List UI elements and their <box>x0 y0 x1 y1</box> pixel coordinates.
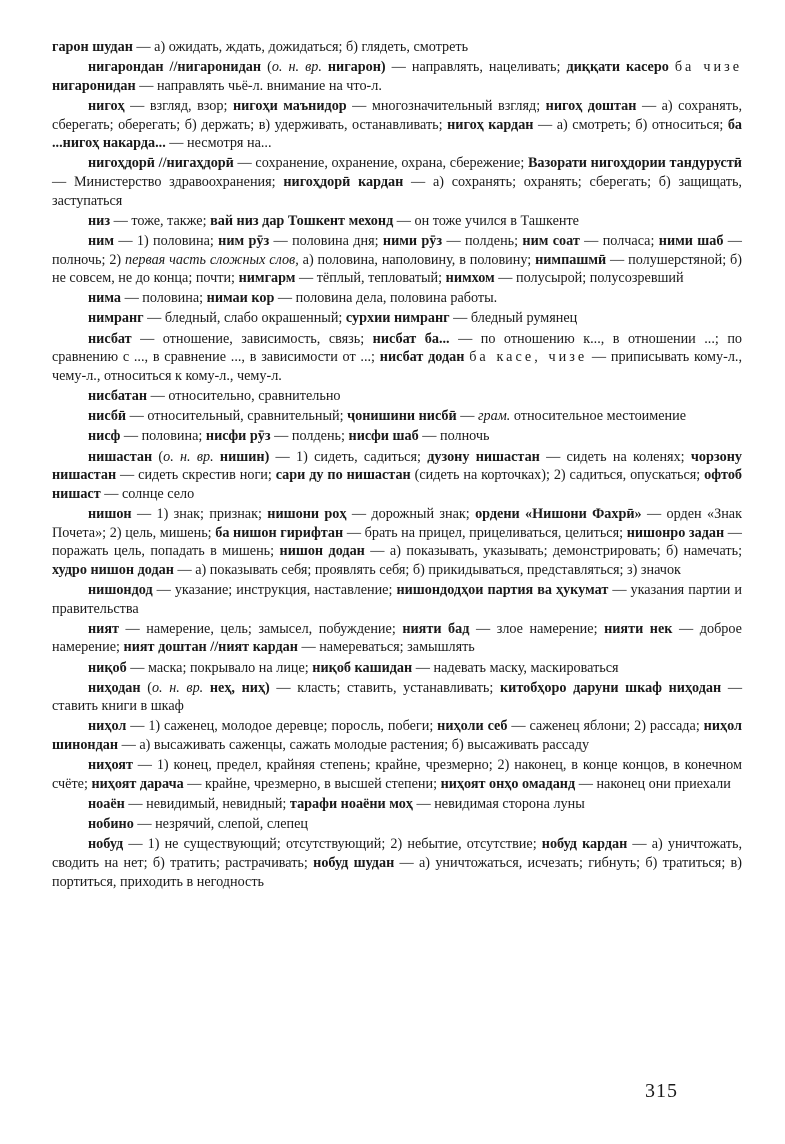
definition-text: — полчаса; <box>579 232 659 249</box>
page-number: 315 <box>645 1080 678 1102</box>
dictionary-entry <box>52 620 742 657</box>
headword: нишин) <box>213 448 270 465</box>
definition-text: — ставить книги в шкаф <box>52 679 743 715</box>
definition-text: — дорожный знак; <box>346 505 476 522</box>
headword: нобуд <box>88 836 124 853</box>
headword: ниҳоят дарача <box>91 775 184 792</box>
dictionary-entry <box>52 407 742 426</box>
dictionary-entry <box>52 289 742 308</box>
headword: нимгарм <box>238 270 296 287</box>
definition-text: — направлять чьё-л. внимание на что-л. <box>135 77 382 94</box>
spaced-text: ба касе, чизе <box>469 349 588 366</box>
definition-text: — <box>456 408 478 425</box>
headword: ниҳодан <box>88 679 141 696</box>
definition-text: — многозначительный взгляд; <box>346 97 546 114</box>
dictionary-entry <box>52 387 742 406</box>
dictionary-entries <box>52 38 742 891</box>
definition-text: — 1) саженец, молодое деревце; поросль, побеги; <box>126 718 438 735</box>
headword: ними шаб <box>658 232 724 249</box>
dictionary-entry <box>52 38 742 57</box>
definition-text: — полусырой; полусозревший <box>494 270 684 287</box>
definition-text: — наконец они приехали <box>575 775 731 792</box>
headword: Вазорати нигоҳдории тандурустӣ <box>527 155 742 172</box>
headword: нигоҳи маънидор <box>232 97 347 114</box>
definition-text: — солнце село <box>100 485 195 502</box>
headword: нисфи рӯз <box>205 428 271 445</box>
dictionary-entry <box>52 679 742 716</box>
headword: нимаи кор <box>206 290 275 307</box>
definition-text: относительное местоимение <box>510 408 687 425</box>
definition-text: — крайне, чрезмерно, в высшей степени; <box>183 775 441 792</box>
headword: нисфи шаб <box>348 428 419 445</box>
definition-text: — сидеть скрестив ноги; <box>116 467 276 484</box>
definition-text: — сидеть на коленях; <box>539 448 691 465</box>
dictionary-entry <box>52 581 742 618</box>
definition-text: — 1) сидеть, садиться; <box>269 448 428 465</box>
headword: тарафи ноаёни моҳ <box>289 796 413 813</box>
headword: нисф <box>88 428 121 445</box>
dictionary-entry <box>52 756 742 793</box>
headword: низ <box>88 212 111 229</box>
headword: китобҳоро даруни шкаф ниҳодан <box>499 679 722 696</box>
dictionary-entry <box>52 330 742 386</box>
dictionary-entry <box>52 154 742 210</box>
definition-text: — несмотря на... <box>165 135 272 152</box>
definition-text: — 1) конец, предел, крайняя степень; крайне, чрезмерно; 2) наконец, в конце концов, в конечном счёте; <box>52 757 742 792</box>
dictionary-entry <box>52 212 742 231</box>
definition-text: — сохранение, охранение, охрана, сбережение; <box>233 155 528 172</box>
headword: ният доштан //ният кардан <box>123 639 298 656</box>
definition-text: — а) высаживать саженцы, сажать молодые растения; б) высаживать рассаду <box>118 737 590 754</box>
definition-text: — а) сохранять; охранять; сберегать; б) защищать, заступаться <box>52 173 742 209</box>
definition-text: — полдень; <box>270 428 349 445</box>
headword: нигоҳдорӣ кардан <box>283 173 404 190</box>
headword: нимпашмӣ <box>535 251 607 268</box>
definition-text: — полночь; 2) <box>52 232 742 268</box>
dictionary-entry <box>52 505 742 579</box>
headword: ниқоб кашидан <box>312 659 413 676</box>
headword: нобино <box>88 816 134 833</box>
definition-text: — половина дела, половина работы. <box>274 290 498 307</box>
headword: нигарондан //нигаронидан <box>88 59 262 76</box>
headword: нобуд кардан <box>541 836 628 853</box>
headword: нишондодҳои партия ва ҳукумат <box>396 581 609 598</box>
definition-text: — а) показывать себя; проявлять себя; б) прикидываться, представляться; з) значок <box>173 561 681 578</box>
headword: ним <box>88 232 115 249</box>
headword: нишондод <box>88 581 153 598</box>
definition-text: — намереваться; замышлять <box>297 639 475 656</box>
definition-text: — злое намерение; <box>469 620 605 637</box>
headword: ноаён <box>88 796 125 813</box>
headword: чорзону нишастан <box>52 448 742 484</box>
headword: ними рӯз <box>382 232 443 249</box>
definition-text: — маска; покрывало на лице; <box>126 659 313 676</box>
definition-text: — а) показывать, указывать; демонстрировать; б) намечать; <box>364 543 743 560</box>
definition-text: — половина; <box>121 290 207 307</box>
headword: ниҳоли себ <box>437 718 508 735</box>
dictionary-entry <box>52 97 742 153</box>
headword: нишон додан <box>279 543 365 560</box>
definition-text: — половина; <box>120 428 206 445</box>
headword: нобуд шудан <box>313 855 395 871</box>
dictionary-entry <box>52 448 742 504</box>
headword: худро нишон додан <box>52 561 174 578</box>
headword: нишастан <box>88 448 153 465</box>
definition-text: — невидимый, невидный; <box>124 796 290 813</box>
definition-text: — бледный, слабо окрашенный; <box>143 310 346 327</box>
dictionary-entry <box>52 717 742 754</box>
definition-text: — полушерстяной; б) не совсем, не до конца; почти; <box>52 251 742 287</box>
grammar-note: о. н. вр. <box>151 679 204 696</box>
headword: ба ...нигоҳ накарда... <box>52 116 743 152</box>
headword: нисбатан <box>88 388 148 405</box>
grammar-note: грам. <box>477 408 511 425</box>
definition-text: — 1) половина; <box>114 232 219 249</box>
headword: гарон шудан <box>52 39 133 55</box>
definition-text: — полдень; <box>442 232 523 249</box>
definition-text: — тёплый, тепловатый; <box>295 270 446 287</box>
headword: офтоб нишаст <box>52 467 743 502</box>
definition-text: — он тоже учился в Ташкенте <box>393 212 579 229</box>
headword: ҷонишини нисбӣ <box>347 408 457 425</box>
definition-text: — 1) не существующий; отсутствующий; 2) небытие, отсутствие; <box>123 836 542 853</box>
headword: нияти нек <box>604 620 673 637</box>
headword: ним соат <box>522 232 580 249</box>
dictionary-entry <box>52 835 742 891</box>
definition-text: — относительно, сравнительно <box>147 388 341 405</box>
definition-text: — по отношению к..., в отношении ...; по сравнению с ..., в сравнение ..., в зависимости от ...; <box>52 330 743 366</box>
dictionary-entry <box>52 815 742 834</box>
definition-text: ( <box>140 679 152 696</box>
definition-text: — а) сохранять, сберегать; оберегать; б) держать; в) удерживать, останавливать; <box>52 97 743 133</box>
headword: нимхом <box>445 270 495 287</box>
grammar-note: о. н. вр. <box>271 59 322 76</box>
definition-text: — а) уничтожать, сводить на нет; б) тратить; растрачивать; <box>52 836 743 871</box>
headword: ба нишон гирифтан <box>215 524 344 541</box>
definition-text: — полночь <box>418 428 490 445</box>
headword: сурхии нимранг <box>345 310 450 327</box>
headword: нигоҳдорӣ //нигаҳдорӣ <box>88 155 234 172</box>
headword: ниҳол шинондан <box>52 718 742 754</box>
headword: нисбат додан <box>379 349 470 366</box>
definition-text: — приписывать кому-л., чему-л., относиться к кому-л., чему-л. <box>52 349 742 384</box>
headword: нигаронидан <box>52 77 136 94</box>
headword: нияти бад <box>402 620 470 637</box>
definition-text: — класть; ставить, устанавливать; <box>269 679 500 696</box>
headword: нишон <box>88 505 132 522</box>
definition-text: — орден «Знак Почета»; 2) цель, мишень; <box>52 505 742 541</box>
definition-text: — Министерство здравоохранения; <box>52 173 284 190</box>
dictionary-page <box>52 38 742 893</box>
headword: нишони роҳ <box>267 505 347 522</box>
headword: нима <box>88 290 122 307</box>
headword: ним рӯз <box>218 232 270 249</box>
headword: нимранг <box>88 310 144 327</box>
headword: ордени «Нишони Фахрӣ» <box>475 505 642 522</box>
definition-text: — отношение, зависимость, связь; <box>131 330 373 347</box>
headword: вай низ дар Тошкент мехонд <box>210 212 394 229</box>
headword: ниҳоят онҳо омаданд <box>440 775 576 792</box>
headword: нисбат <box>88 330 132 347</box>
definition-text: — намерение, цель; замысел, побуждение; <box>119 620 403 637</box>
headword: нигоҳ <box>88 97 125 114</box>
headword: диққати касеро <box>566 59 675 76</box>
headword: неҳ, ниҳ) <box>203 679 270 696</box>
definition-text: — направлять, нацеливать; <box>385 59 567 76</box>
definition-text: — 1) знак; признак; <box>131 505 268 522</box>
definition-text: а) половина, наполовину, в половину; <box>298 251 536 268</box>
definition-text: — а) смотреть; б) относиться; <box>533 116 728 133</box>
dictionary-entry <box>52 232 742 288</box>
spaced-text: ба чизе <box>674 59 743 76</box>
dictionary-entry <box>52 659 742 678</box>
definition-text: ( <box>152 448 164 465</box>
definition-text: — поражать цель, попадать в мишень; <box>52 524 742 560</box>
headword: ниқоб <box>88 659 127 676</box>
headword: дузону нишастан <box>427 448 540 465</box>
headword: нисбат ба... <box>372 330 450 347</box>
dictionary-entry <box>52 309 742 328</box>
definition-text: — доброе намерение; <box>52 620 742 656</box>
definition-text: — а) уничтожаться, исчезать; гибнуть; б) тратиться; в) портиться, приходить в негодность <box>52 855 742 890</box>
headword: нигоҳ доштан <box>545 97 637 114</box>
definition-text: — а) ожидать, ждать, дожидаться; б) глядеть, смотреть <box>132 39 469 55</box>
grammar-note: первая часть сложных слов, <box>125 251 299 268</box>
definition-text: — половина дня; <box>269 232 383 249</box>
definition-text: — относительный, сравнительный; <box>126 408 348 425</box>
headword: нисбӣ <box>88 408 127 425</box>
dictionary-entry <box>52 795 742 814</box>
definition-text: — надевать маску, маскироваться <box>412 659 619 676</box>
headword: ниҳоят <box>88 757 133 774</box>
definition-text: — указания партии и правительства <box>52 581 742 617</box>
dictionary-entry <box>52 427 742 446</box>
definition-text: ( <box>261 59 272 76</box>
headword: ниҳол <box>88 718 127 735</box>
grammar-note: о. н. вр. <box>163 448 214 465</box>
definition-text: — незрячий, слепой, слепец <box>133 816 308 833</box>
headword: нигарон) <box>321 59 386 76</box>
definition-text: — указание; инструкция, наставление; <box>152 581 397 598</box>
headword: сари ду по нишастан <box>275 467 411 484</box>
definition-text: — взгляд, взор; <box>124 97 233 114</box>
headword: нигоҳ кардан <box>447 116 534 133</box>
definition-text: — брать на прицел, прицеливаться, целиться; <box>343 524 627 541</box>
headword: ният <box>88 620 119 637</box>
definition-text: — тоже, также; <box>110 212 211 229</box>
definition-text: — бледный румянец <box>449 310 578 327</box>
dictionary-entry <box>52 58 742 95</box>
definition-text: — саженец яблони; 2) рассада; <box>507 718 704 735</box>
headword: нишонро задан <box>626 524 725 541</box>
definition-text: (сидеть на корточках); 2) садиться, опускаться; <box>410 467 705 484</box>
definition-text: — невидимая сторона луны <box>412 796 585 813</box>
